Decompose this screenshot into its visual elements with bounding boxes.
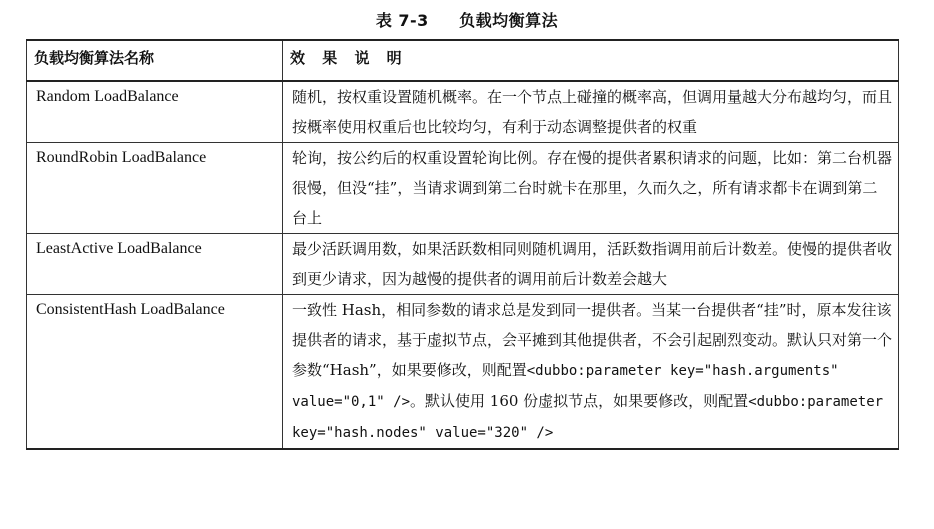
config-code-nodes: <dubbo:parameter key="hash.nodes" value="320" /> [292, 394, 884, 441]
load-balance-table [26, 39, 899, 450]
caption-label: 表 7-3 [375, 11, 429, 30]
header-algorithm-name: 负载均衡算法名称 [27, 40, 283, 81]
algorithm-name: RoundRobin LoadBalance [27, 143, 283, 234]
description-text: 。默认使用 160 份虚拟节点，如果要修改，则配置 [410, 392, 749, 410]
algorithm-description: 最少活跃调用数，如果活跃数相同则随机调用，活跃数指调用前后计数差。使慢的提供者收到更少请求，因为越慢的提供者的调用前后计数差会越大 [283, 234, 899, 295]
table-caption [0, 8, 934, 31]
algorithm-name: Random LoadBalance [27, 81, 283, 143]
table-row [27, 234, 899, 295]
table-row [27, 143, 899, 234]
config-code-arguments: <dubbo:parameter key="hash.arguments" value="0,1" /> [292, 363, 839, 410]
caption-title: 负载均衡算法 [459, 11, 559, 30]
table-header-row [27, 40, 899, 81]
algorithm-description: 轮询，按公约后的权重设置轮询比例。存在慢的提供者累积请求的问题，比如：第二台机器很慢，但没“挂”，当请求调到第二台时就卡在那里，久而久之，所有请求都卡在调到第二台上 [283, 143, 899, 234]
algorithm-name: ConsistentHash LoadBalance [27, 295, 283, 450]
algorithm-description: 随机，按权重设置随机概率。在一个节点上碰撞的概率高，但调用量越大分布越均匀，而且按概率使用权重后也比较均匀，有利于动态调整提供者的权重 [283, 81, 899, 143]
algorithm-name: LeastActive LoadBalance [27, 234, 283, 295]
table-row [27, 81, 899, 143]
header-description: 效 果 说 明 [283, 40, 899, 81]
description-text: 一致性 Hash，相同参数的请求总是发到同一提供者。当某一台提供者“挂”时，原本发往该提供者的请求，基于虚拟节点，会平摊到其他提供者，不会引起剧烈变动。默认只对第一个参数“Hash”，如果要修改，则配置 [292, 301, 893, 379]
table-row [27, 295, 899, 450]
algorithm-description [283, 295, 899, 450]
